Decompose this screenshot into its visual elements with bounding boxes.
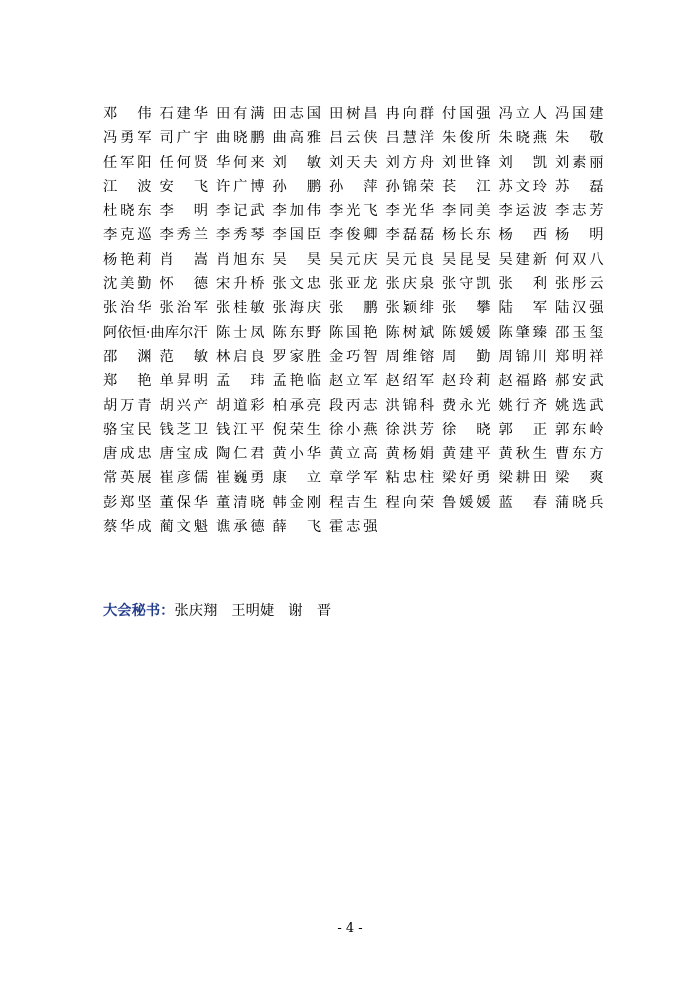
member-name: 邵玉玺: [555, 324, 604, 341]
member-name: 刘 敏: [272, 154, 321, 171]
member-name: 孙 萍: [329, 178, 378, 195]
member-name: 怀 德: [159, 276, 208, 293]
member-name: 李 明: [159, 203, 208, 220]
member-name: 蓝 春: [498, 494, 547, 511]
member-name: 程向荣: [385, 494, 434, 511]
member-name: 徐洪芳: [385, 421, 434, 438]
member-name: 范 敏: [159, 348, 208, 365]
member-name: 蔡华成: [103, 519, 152, 536]
member-name: 林启良: [216, 348, 265, 365]
member-name: 田志国: [272, 106, 321, 122]
member-name: 唐成忠: [103, 446, 152, 463]
member-name: 骆宝民: [103, 421, 152, 438]
member-name: 吴元庆: [329, 251, 378, 268]
member-name: 苌 江: [442, 178, 491, 195]
member-name: 柏承亮: [272, 397, 321, 414]
member-name: 邓 伟: [103, 106, 152, 122]
member-name: 钱芝卫: [159, 421, 208, 438]
member-name: 李克巡: [103, 227, 152, 244]
member-name: 冯国建: [555, 106, 604, 122]
name-row: [103, 515, 603, 539]
member-name: 郭 正: [498, 421, 547, 438]
member-name: 吴元良: [385, 251, 434, 268]
member-name: 姚行齐: [498, 397, 547, 414]
member-name: 李光飞: [329, 203, 378, 220]
member-name: 胡道彩: [216, 397, 265, 414]
secretary-name: 张庆翔: [174, 603, 218, 619]
member-name: 刘天夫: [329, 154, 378, 171]
secretary-name: 王明婕: [231, 603, 275, 619]
member-name: 周 勤: [442, 348, 491, 365]
member-name: 曲晓鹏: [216, 130, 265, 147]
member-name: 张海庆: [272, 300, 321, 317]
member-name: 梁 爽: [555, 470, 604, 487]
member-name: 黄秋生: [498, 446, 547, 463]
name-row: [103, 321, 603, 345]
member-name: 曹东方: [555, 446, 604, 463]
member-name: 洪锦科: [385, 397, 434, 414]
member-name: 张治军: [159, 300, 208, 317]
member-name: 张 利: [498, 276, 547, 293]
member-name: 孟 玮: [216, 373, 265, 390]
member-name: 安 飞: [159, 178, 208, 195]
member-name: 程吉生: [329, 494, 378, 511]
member-name: 赵玲莉: [442, 373, 491, 390]
member-name: 张 鹏: [329, 300, 378, 317]
name-row: [103, 102, 603, 126]
member-name: 肖旭东: [216, 251, 265, 268]
member-name: 薛 飞: [272, 519, 321, 536]
member-name: 吕慧洋: [385, 130, 434, 147]
member-name: 崔巍勇: [216, 470, 265, 487]
member-name: 梁好勇: [442, 470, 491, 487]
member-name: 徐 晓: [442, 421, 491, 438]
member-name: 孟艳临: [272, 373, 321, 390]
member-name: 何双八: [555, 251, 604, 268]
member-name: 郝安武: [555, 373, 604, 390]
member-name: 黄小华: [272, 446, 321, 463]
member-name: 华何来: [216, 154, 265, 171]
member-name: 李磊磊: [385, 227, 434, 244]
member-name: 刘方舟: [385, 154, 434, 171]
member-name: 杜晓东: [103, 203, 152, 220]
name-row: [103, 199, 603, 223]
member-name: 杨 西: [498, 227, 547, 244]
member-name: 董清晓: [216, 494, 265, 511]
page-number: - 4 -: [337, 921, 363, 936]
member-name: 彭郑坚: [103, 494, 152, 511]
name-row: [103, 418, 603, 442]
member-name: 梁耕田: [498, 470, 547, 487]
member-name: 张 攀: [442, 300, 491, 317]
member-name: 杨 明: [555, 227, 604, 244]
member-name: 鲁媛媛: [442, 494, 491, 511]
member-name: 张颖绯: [385, 300, 434, 317]
member-name: 陈肇臻: [498, 324, 547, 341]
member-name: 蔺文魁: [159, 519, 208, 536]
member-name: 宋升桥: [216, 276, 265, 293]
member-name: 许广博: [216, 178, 265, 195]
secretary-label: 大会秘书：: [103, 603, 175, 619]
member-name: 陈媛媛: [442, 324, 491, 341]
member-name: 李秀琴: [216, 227, 265, 244]
member-name: 康 立: [272, 470, 321, 487]
member-name: 黄立高: [329, 446, 378, 463]
name-row: [103, 248, 603, 272]
member-name: 曲高雅: [272, 130, 321, 147]
member-name: 阿依恒·曲库尔汗: [103, 324, 208, 341]
member-name: 罗家胜: [272, 348, 321, 365]
member-name: 田树昌: [329, 106, 378, 122]
member-name: 金巧智: [329, 348, 378, 365]
member-name: 刘世锋: [442, 154, 491, 171]
member-name: 徐小燕: [329, 421, 378, 438]
name-row: [103, 442, 603, 466]
member-name: 李同美: [442, 203, 491, 220]
member-name: 司广宇: [159, 130, 208, 147]
member-name: 陈树斌: [385, 324, 434, 341]
member-name: 黄杨娟: [385, 446, 434, 463]
member-name: 谯承德: [216, 519, 265, 536]
member-name: 李加伟: [272, 203, 321, 220]
member-name: 常英展: [103, 470, 152, 487]
secretary-line: [103, 600, 345, 620]
member-name: 张守凯: [442, 276, 491, 293]
member-name: 吴昆旻: [442, 251, 491, 268]
member-name: 邵 渊: [103, 348, 152, 365]
member-name: 胡万青: [103, 397, 152, 414]
member-name: 周锦川: [498, 348, 547, 365]
member-name: 赵立军: [329, 373, 378, 390]
name-row: [103, 223, 603, 247]
member-name: 吕云侠: [329, 130, 378, 147]
member-name: 李秀兰: [159, 227, 208, 244]
member-name: 张彤云: [555, 276, 604, 293]
member-name: 任何贤: [159, 154, 208, 171]
member-name: 蒲晓兵: [555, 494, 604, 511]
name-row: [103, 394, 603, 418]
member-name: 陆 军: [498, 300, 547, 317]
member-name: 李国臣: [272, 227, 321, 244]
member-name: 张治华: [103, 300, 152, 317]
member-name: 陈东野: [272, 324, 321, 341]
member-name: 韩金刚: [272, 494, 321, 511]
member-name: 倪荣生: [272, 421, 321, 438]
member-name: 粘忠柱: [385, 470, 434, 487]
member-name: 刘素丽: [555, 154, 604, 171]
member-name: 冯立人: [498, 106, 547, 122]
member-name: 唐宝成: [159, 446, 208, 463]
secretary-name: 谢 晋: [288, 603, 332, 619]
member-name: 陶仁君: [216, 446, 265, 463]
member-name: 周维镕: [385, 348, 434, 365]
member-name: 付国强: [442, 106, 491, 122]
member-name: 崔彦儒: [159, 470, 208, 487]
member-name: 石建华: [159, 106, 208, 122]
member-name: 胡兴产: [159, 397, 208, 414]
member-name: 郑明祥: [555, 348, 604, 365]
member-name: 郑 艳: [103, 373, 152, 390]
member-name: 李运波: [498, 203, 547, 220]
member-name: 吴 昊: [272, 251, 321, 268]
name-row: [103, 175, 603, 199]
name-row: [103, 466, 603, 490]
member-name: 孙 鹏: [272, 178, 321, 195]
member-name: 李俊卿: [329, 227, 378, 244]
member-name: 杨长东: [442, 227, 491, 244]
member-name: 肖 嵩: [159, 251, 208, 268]
member-name: 朱 敬: [555, 130, 604, 147]
member-name: 郭东岭: [555, 421, 604, 438]
member-name: 江 波: [103, 178, 152, 195]
name-row: [103, 345, 603, 369]
member-name: 苏文玲: [498, 178, 547, 195]
name-row: [103, 369, 603, 393]
member-name: 冯勇军: [103, 130, 152, 147]
name-row: [103, 272, 603, 296]
member-name: 张庆泉: [385, 276, 434, 293]
member-name: 段丙志: [329, 397, 378, 414]
member-name: 陈士凤: [216, 324, 265, 341]
member-name: 李光华: [385, 203, 434, 220]
member-name: 赵福路: [498, 373, 547, 390]
member-name: 霍志强: [329, 519, 378, 536]
member-name: 吴建新: [498, 251, 547, 268]
member-name: 杨艳莉: [103, 251, 152, 268]
member-name: 张文忠: [272, 276, 321, 293]
member-name: 苏 磊: [555, 178, 604, 195]
member-name: 任军阳: [103, 154, 152, 171]
name-row: [103, 151, 603, 175]
member-name: 田有满: [216, 106, 265, 122]
member-name: 单昇明: [159, 373, 208, 390]
member-name: 李志芳: [555, 203, 604, 220]
member-name: 陈国艳: [329, 324, 378, 341]
member-name: 钱江平: [216, 421, 265, 438]
name-row: [103, 296, 603, 320]
name-list: [103, 102, 603, 539]
member-name: 冉向群: [385, 106, 434, 122]
name-row: [103, 126, 603, 150]
member-name: 章学军: [329, 470, 378, 487]
member-name: 黄建平: [442, 446, 491, 463]
member-name: 刘 凯: [498, 154, 547, 171]
member-name: 陆汉强: [555, 300, 604, 317]
member-name: 张桂敏: [216, 300, 265, 317]
name-row: [103, 491, 603, 515]
member-name: 张亚龙: [329, 276, 378, 293]
member-name: 李记武: [216, 203, 265, 220]
member-name: 费永光: [442, 397, 491, 414]
member-name: 孙锦荣: [385, 178, 434, 195]
member-name: 姚选武: [555, 397, 604, 414]
member-name: 朱晓燕: [498, 130, 547, 147]
member-name: 朱俊所: [442, 130, 491, 147]
member-name: 沈美勤: [103, 276, 152, 293]
member-name: 董保华: [159, 494, 208, 511]
member-name: 赵绍军: [385, 373, 434, 390]
